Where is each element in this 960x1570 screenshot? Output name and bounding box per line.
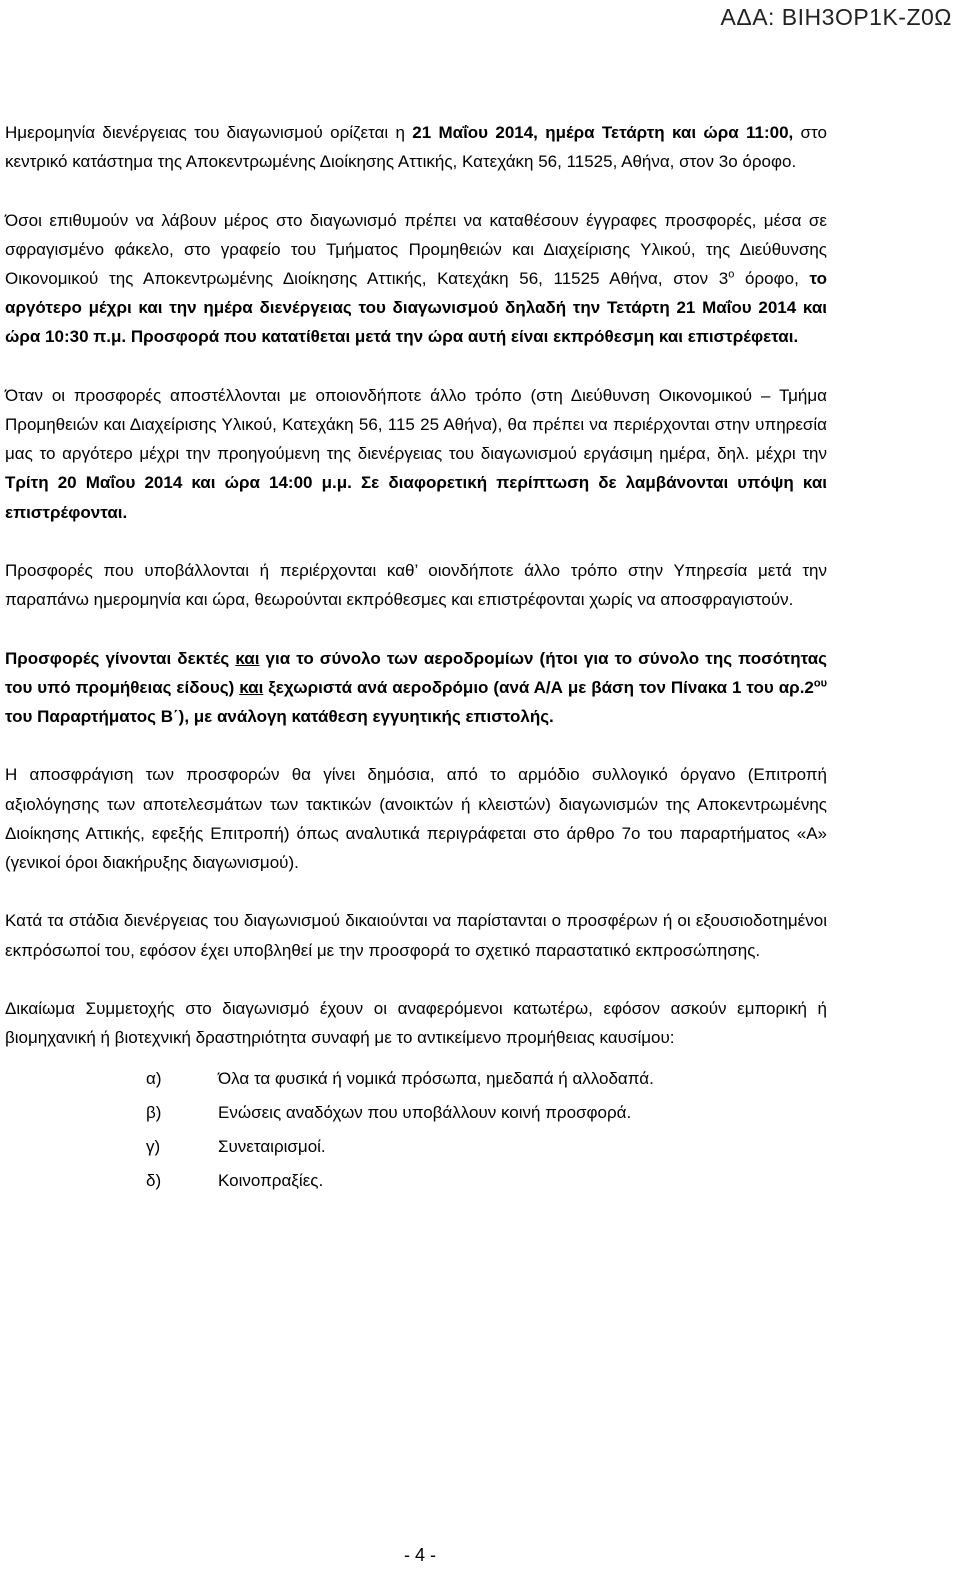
text: Όσοι επιθυμούν να λάβουν μέρος στο διαγωνισμό πρέπει να καταθέσουν έγγραφες προσφορές, μέσα σε σφραγισμένο φάκελο, στο γραφείο του Τμήματος Προμηθειών και Διαχείρισης Υλικού, της Διεύθυνσης Οικονομικού της Αποκεντρωμένης Διοίκησης Αττικής, Κατεχάκη 56, 11525 Αθήνα, στον 3 xyxy=(5,210,827,288)
list-item-text: Συνεταιρισμοί. xyxy=(218,1137,326,1157)
list-item-text: Ενώσεις αναδόχων που υποβάλλουν κοινή προσφορά. xyxy=(218,1103,632,1123)
bold-text: ξεχωριστά ανά αεροδρόμιο (ανά Α/Α με βάση τον Πίνακα 1 του αρ.2 xyxy=(263,677,814,697)
bold-text: για το σύνολο των αεροδρομίων (ήτοι για το σύνολο της ποσότητας του υπό προμήθειας είδους) xyxy=(5,648,827,697)
list-item-text: Κοινοπραξίες. xyxy=(218,1171,324,1191)
list-item xyxy=(5,1130,827,1164)
underlined-text: και xyxy=(239,677,264,697)
list-item xyxy=(5,1096,827,1130)
list-item-label: β) xyxy=(146,1103,162,1123)
text: Προσφορές που υποβάλλονται ή περιέρχονται καθ’ οιονδήποτε άλλο τρόπο στην Υπηρεσία μετά την παραπάνω ημερομηνία και ώρα, θεωρούνται εκπρόθεσμες και επιστρέφονται χωρίς να αποσφραγιστούν. xyxy=(5,561,827,610)
text: Η αποσφράγιση των προσφορών θα γίνει δημόσια, από το αρμόδιο συλλογικό όργανο (Επιτροπή αξιολόγησης των αποτελεσμάτων των τακτικών (ανοικτών ή κλειστών) διαγωνισμών της Αποκεντρωμένης Διοίκησης Αττικής, εφεξής Επιτροπή) όπως αναλυτικά περιγράφεται στο άρθρο 7ο του παραρτήματος «Α» (γενικοί όροι διακήρυξης διαγωνισμού). xyxy=(5,765,827,872)
text: Ημερομηνία διενέργειας του διαγωνισμού ορίζεται η xyxy=(5,123,413,142)
participants-list xyxy=(5,1062,827,1198)
text: Όταν οι προσφορές αποστέλλονται με οποιονδήποτε άλλο τρόπο (στη Διεύθυνση Οικονομικού – Τμήμα Προμηθειών και Διαχείρισης Υλικού, Κατεχάκη 56, 115 25 Αθήνα), θα πρέπει να περιέρχονται στην υπηρεσία μας το αργότερο μέχρι την προηγούμενη της διενέργειας του διαγωνισμού εργάσιμη ημέρα, δηλ. μέχρι την xyxy=(5,385,827,464)
list-item-label: α) xyxy=(146,1069,162,1089)
paragraph-mail xyxy=(5,381,827,527)
superscript: ου xyxy=(813,677,827,690)
list-item-label: δ) xyxy=(146,1171,162,1191)
paragraph-opening xyxy=(5,760,827,877)
list-item xyxy=(5,1164,827,1198)
paragraph-submission xyxy=(5,206,827,352)
underlined-text: και xyxy=(235,648,260,668)
bold-text: Προσφορές γίνονται δεκτές xyxy=(5,648,236,668)
paragraph-date xyxy=(5,118,827,176)
text: Κατά τα στάδια διενέργειας του διαγωνισμού δικαιούνται να παρίστανται ο προσφέρων ή οι εξουσιοδοτημένοι εκπρόσωποί του, εφόσον έχει υποβληθεί με την προσφορά το σχετικό παραστατικό εκπροσώπησης. xyxy=(5,911,827,960)
list-item xyxy=(5,1062,827,1096)
text: Δικαίωμα Συμμετοχής στο διαγωνισμό έχουν οι αναφερόμενοι κατωτέρω, εφόσον ασκούν εμπορική ή βιομηχανική ή βιοτεχνική δραστηριότητα συναφή με το αντικείμενο προμήθειας καυσίμου: xyxy=(5,998,827,1048)
ada-code: ΑΔΑ: ΒΙΗ3ΟΡ1Κ-Ζ0Ω xyxy=(720,4,952,30)
list-item-text: Όλα τα φυσικά ή νομικά πρόσωπα, ημεδαπά ή αλλοδαπά. xyxy=(218,1069,654,1089)
bold-text: 21 Μαΐου 2014, ημέρα Τετάρτη και ώρα 11:00, xyxy=(412,123,794,142)
text: στο κεντρικό κατάστημα της Αποκεντρωμένης Διοίκησης Αττικής, Κατεχάκη 56, 11525, Αθήνα, στον 3ο όροφο. xyxy=(5,123,827,172)
paragraph-acceptance xyxy=(5,644,827,732)
page-number: - 4 - xyxy=(403,1545,436,1565)
paragraph-attendance xyxy=(5,906,827,964)
document-body xyxy=(5,118,827,1198)
paragraph-participation xyxy=(5,994,827,1052)
paragraph-late xyxy=(5,556,827,614)
bold-text: Τρίτη 20 Μαΐου 2014 και ώρα 14:00 μ.μ. Σε διαφορετική περίπτωση δε λαμβάνονται υπόψη και επιστρέφονται. xyxy=(5,473,827,522)
superscript: ο xyxy=(728,268,735,281)
list-item-label: γ) xyxy=(146,1137,161,1157)
text: όροφο, xyxy=(734,269,810,288)
bold-text: του Παραρτήματος Β΄), με ανάλογη κατάθεση εγγυητικής επιστολής. xyxy=(5,707,554,726)
bold-text: το αργότερο μέχρι και την ημέρα διενέργειας του διαγωνισμού δηλαδή την Τετάρτη 21 Μαΐου 2014 και ώρα 10:30 π.μ. Προσφορά που κατατίθεται μετά την ώρα αυτή είναι εκπρόθεσμη και επιστρέφεται. xyxy=(5,269,827,347)
